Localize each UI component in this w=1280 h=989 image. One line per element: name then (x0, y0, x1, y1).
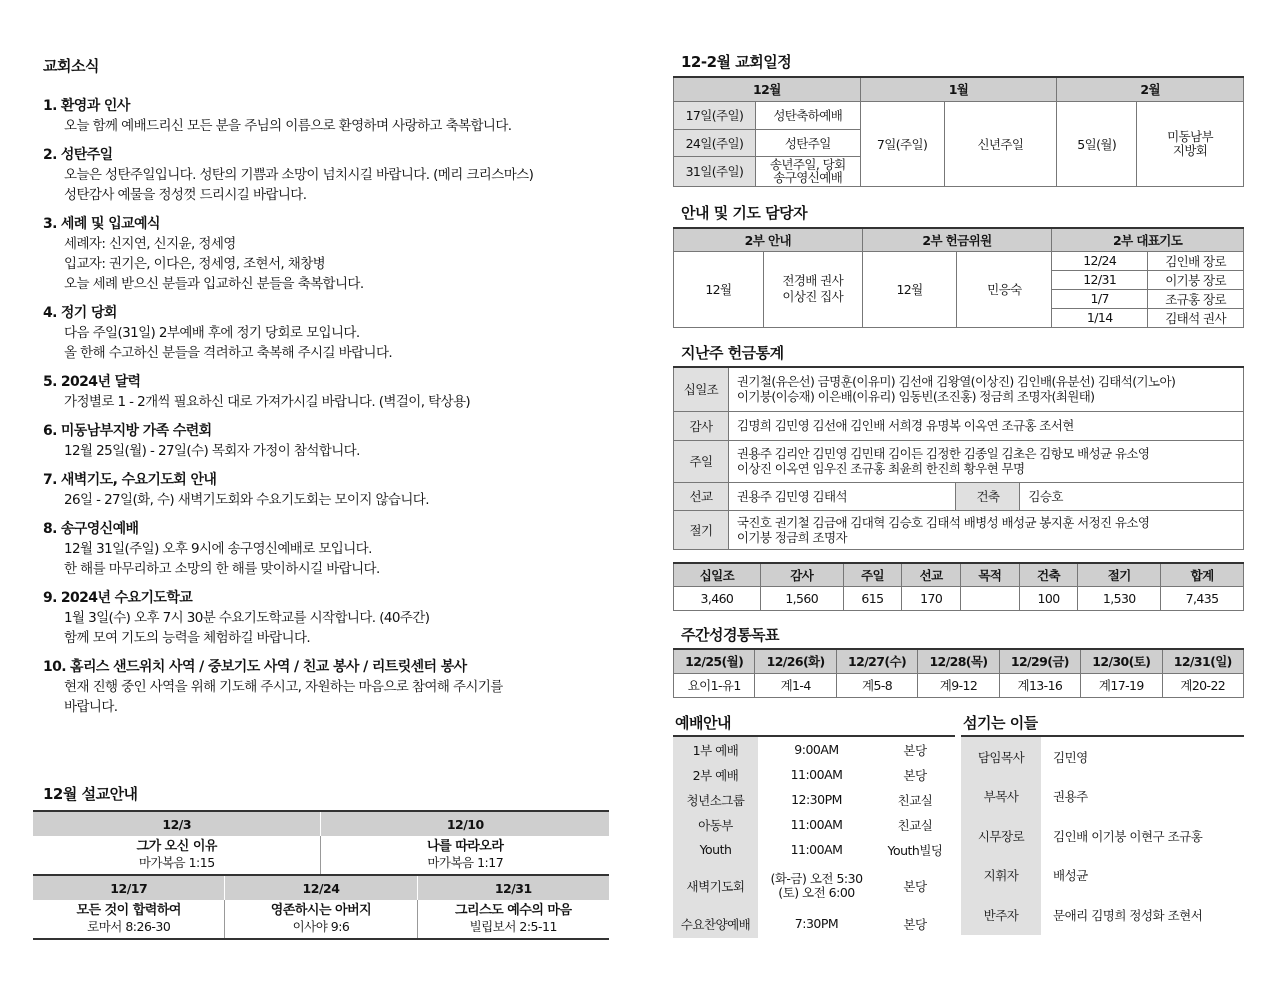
server-role: 지휘자 (961, 856, 1041, 896)
news-number: 10. (43, 659, 67, 675)
news-line: 가정별로 1 - 2개씩 필요하신 대로 가져가시길 바랍니다. (벽걸이, 탁상용) (64, 394, 471, 410)
news-heading (43, 96, 623, 116)
event-date: 24일(주일) (674, 129, 756, 156)
prayer-name: 조규홍 장로 (1148, 289, 1244, 308)
news-heading-text: 2024년 수요기도학교 (60, 590, 193, 606)
news-number: 6. (43, 423, 57, 439)
server-row (961, 737, 1244, 777)
totals-value: 1,530 (1078, 586, 1161, 610)
worship-time: 7:30PM (794, 916, 839, 931)
news-item (43, 657, 623, 717)
sermon-date: 12/17 (33, 875, 225, 900)
worship-name: 아동부 (673, 812, 758, 837)
season-names (728, 510, 1243, 549)
worship-place: 본당 (903, 742, 927, 758)
worship-place: 본당 (903, 917, 927, 932)
month-header: 2월 (1057, 77, 1244, 101)
news-line: 오늘은 성탄주일입니다. 성탄의 기쁨과 소망이 넘치시길 바랍니다. (메리 크리스마스) (64, 167, 534, 183)
news-line: 세례자: 신지연, 신지윤, 정세영 (64, 236, 236, 252)
news-heading-text: 성탄주일 (60, 147, 113, 163)
news-line: 26일 - 27일(화, 수) 새벽기도회와 수요기도회는 모이지 않습니다. (64, 492, 429, 508)
offering-table (673, 366, 1244, 550)
news-line: 한 해를 마무리하고 소망의 한 해를 맞이하시길 바랍니다. (64, 561, 380, 577)
schedule-table (673, 76, 1244, 187)
totals-value: 3,460 (674, 586, 761, 610)
reading-table (673, 648, 1244, 698)
worship-name: 1부 예배 (673, 737, 758, 762)
news-heading-text: 환영과 인사 (60, 98, 130, 114)
offering-month: 12월 (862, 251, 957, 327)
totals-header: 절기 (1078, 563, 1161, 586)
sermon-title-text: 영존하시는 아버지 (270, 903, 372, 918)
server-names: 김민영 (1053, 749, 1088, 765)
server-role: 반주자 (961, 895, 1041, 935)
news-item (43, 421, 623, 461)
worship-time: (화-금) 오전 5:30 (토) 오전 6:00 (770, 871, 863, 900)
sermon-title-text: 그리스도 예수의 마음 (454, 903, 572, 918)
news-line: 함께 모여 기도의 능력을 체험하길 바랍니다. (64, 630, 311, 646)
totals-value (960, 586, 1019, 610)
sermon-date: 12/3 (33, 811, 321, 836)
worship-name: 청년소그룹 (673, 787, 758, 812)
offering-person: 민응숙 (957, 251, 1052, 327)
server-role: 담임목사 (961, 737, 1041, 777)
sermon-cell (321, 836, 609, 875)
worship-name: 2부 예배 (673, 762, 758, 787)
sermon-cell (225, 900, 417, 939)
sermon-cell (417, 900, 609, 939)
offering-label: 건축 (956, 482, 1020, 510)
sermon-scripture: 이사야 9:6 (292, 919, 350, 934)
news-line: 12월 25일(월) - 27일(수) 목회자 가정이 참석합니다. (64, 443, 360, 459)
news-item (43, 145, 623, 205)
sermon-date: 12/31 (417, 875, 609, 900)
news-line: 올 한해 수고하신 분들을 격려하고 축복해 주시길 바랍니다. (64, 345, 393, 361)
news-number: 2. (43, 147, 57, 163)
month-header: 1월 (860, 77, 1057, 101)
worship-time: 11:00AM (790, 816, 843, 832)
offering-label: 절기 (674, 510, 729, 549)
news-heading-text: 송구영신예배 (60, 521, 139, 537)
worship-place: Youth빌딩 (887, 842, 943, 858)
offering-label: 주일 (674, 440, 729, 482)
servers-table (961, 737, 1244, 935)
totals-header: 합계 (1161, 563, 1244, 586)
reading-passage: 요이1-유1 (674, 673, 755, 697)
reading-day: 12/26(화) (755, 649, 836, 673)
sermon-cell (33, 836, 321, 875)
server-row (961, 816, 1244, 856)
news-line: 오늘 세례 받으신 분들과 입교하신 분들을 축복합니다. (64, 276, 364, 292)
guide-title: 안내 및 기도 담당자 (681, 204, 808, 222)
news-number: 9. (43, 590, 57, 606)
news-line: 입교자: 권기은, 이다은, 정세영, 조현서, 채창병 (64, 256, 326, 272)
news-heading-text: 세례 및 입교예식 (60, 216, 160, 232)
news-line: 다음 주일(31일) 2부예배 후에 정기 당회로 모입니다. (64, 325, 360, 341)
reading-day: 12/31(일) (1162, 649, 1243, 673)
prayer-date: 12/31 (1052, 270, 1148, 289)
news-heading-text: 2024년 달력 (60, 374, 141, 390)
usher-names: 전경배 권사 이상진 집사 (763, 251, 862, 327)
server-names: 배성균 (1053, 868, 1088, 884)
building-names: 김승호 (1020, 482, 1244, 510)
reading-passage: 계1-4 (755, 673, 836, 697)
news-heading (43, 145, 623, 165)
news-heading-text: 정기 당회 (60, 305, 117, 321)
sermon-scripture: 빌립보서 2:5-11 (469, 919, 557, 934)
event-name: 미동남부 지방회 (1137, 101, 1244, 186)
news-line: 오늘 함께 예배드리신 모든 분을 주님의 이름으로 환영하며 사랑하고 축복합니다. (64, 118, 512, 134)
reading-day: 12/29(금) (999, 649, 1080, 673)
worship-name: Youth (673, 837, 758, 862)
news-line: 1월 3일(수) 오후 7시 30분 수요기도학교를 시작합니다. (40주간) (64, 610, 430, 626)
event-date: 5일(월) (1057, 101, 1137, 186)
mission-names: 권용주 김민영 김태석 (728, 482, 956, 510)
totals-value: 170 (902, 586, 961, 610)
reading-passage: 계9-12 (918, 673, 999, 697)
news-line: 12월 31일(주일) 오후 9시에 송구영신예배로 모입니다. (64, 541, 372, 557)
sermon-title-text: 모든 것이 합력하여 (76, 903, 181, 918)
guide-table (673, 227, 1244, 328)
event-name: 성탄축하예배 (755, 101, 860, 129)
reading-day: 12/30(토) (1081, 649, 1162, 673)
event-name: 신년주일 (944, 101, 1057, 186)
news-heading (43, 372, 623, 392)
totals-value: 100 (1019, 586, 1078, 610)
reading-passage: 계13-16 (999, 673, 1080, 697)
reading-passage: 계5-8 (836, 673, 917, 697)
event-date: 7일(주일) (860, 101, 944, 186)
news-number: 4. (43, 305, 57, 321)
sermon-title: 12월 설교안내 (43, 785, 138, 803)
names-line: 국진호 권기철 김금애 김대혁 김승호 김태석 배병성 배성균 봉지훈 서정진 유소영 (736, 514, 1150, 530)
totals-header: 선교 (902, 563, 961, 586)
news-line: 바랍니다. (64, 699, 118, 715)
church-news-list (43, 96, 623, 717)
totals-value: 7,435 (1161, 586, 1244, 610)
server-row (961, 777, 1244, 817)
news-heading-text: 미동남부지방 가족 수련회 (60, 423, 212, 439)
news-number: 3. (43, 216, 57, 232)
worship-row (673, 762, 955, 787)
guide-header: 2부 대표기도 (1052, 228, 1244, 251)
worship-title: 예배안내 (675, 714, 731, 732)
worship-time: 11:00AM (790, 841, 843, 857)
event-date: 17일(주일) (674, 101, 756, 129)
server-names: 김인배 이기붕 이현구 조규홍 (1053, 828, 1203, 844)
sermon-title-text: 나를 따라오라 (427, 839, 504, 854)
worship-place: 친교실 (897, 817, 933, 833)
prayer-date: 12/24 (1052, 251, 1148, 270)
reading-title: 주간성경통독표 (681, 626, 779, 644)
news-heading-text: 홈리스 샌드위치 사역 / 중보기도 사역 / 친교 봉사 / 리트릿센터 봉사 (70, 659, 467, 675)
news-item (43, 214, 623, 294)
server-names: 권용주 (1053, 789, 1088, 805)
news-heading (43, 519, 623, 539)
month-header: 12월 (674, 77, 861, 101)
server-role: 시무장로 (961, 816, 1041, 856)
totals-value: 615 (843, 586, 902, 610)
sermon-title-text: 그가 오신 이유 (136, 839, 217, 854)
news-heading (43, 588, 623, 608)
totals-header: 목적 (960, 563, 1019, 586)
news-number: 8. (43, 521, 57, 537)
totals-header: 감사 (760, 563, 843, 586)
reading-passage: 계20-22 (1162, 673, 1243, 697)
names-line: 이기붕 정금희 조명자 (736, 529, 847, 545)
server-row (961, 856, 1244, 896)
worship-row (673, 812, 955, 837)
news-number: 7. (43, 472, 57, 488)
server-row (961, 895, 1244, 935)
event-date: 31일(주일) (674, 156, 756, 186)
church-news (43, 55, 623, 726)
totals-value: 1,560 (760, 586, 843, 610)
names-line: 권용주 김리안 김민영 김민태 김이든 김정한 김종일 김초은 김항모 배성균 유소영 (736, 446, 1150, 461)
prayer-name: 이기붕 장로 (1148, 270, 1244, 289)
sermon-scripture: 마가복음 1:15 (138, 855, 215, 870)
sermon-date: 12/10 (321, 811, 609, 836)
news-heading (43, 214, 623, 234)
news-item (43, 372, 623, 412)
guide-header: 2부 안내 (674, 228, 863, 251)
news-item (43, 470, 623, 510)
servers-title: 섬기는 이들 (963, 714, 1038, 732)
sermon-scripture: 마가복음 1:17 (427, 855, 504, 870)
news-heading (43, 303, 623, 323)
worship-table (673, 737, 955, 938)
prayer-name: 김인배 장로 (1148, 251, 1244, 270)
names-line: 권기철(유은선) 금명훈(이유미) 김선애 김왕열(이상진) 김인배(유분선) 김태석(기노아) (736, 374, 1176, 390)
sermon-scripture: 로마서 8:26-30 (87, 919, 171, 934)
sermon-table (33, 810, 609, 940)
totals-header: 건축 (1019, 563, 1078, 586)
schedule-title: 12-2월 교회일정 (681, 53, 792, 71)
sermon-date: 12/24 (225, 875, 417, 900)
worship-row (673, 837, 955, 862)
news-heading (43, 421, 623, 441)
offering-label: 선교 (674, 482, 729, 510)
reading-day: 12/28(목) (918, 649, 999, 673)
church-news-title: 교회소식 (43, 57, 99, 75)
worship-name: 수요찬양예배 (673, 910, 758, 938)
reading-passage: 계17-19 (1081, 673, 1162, 697)
news-item (43, 96, 623, 136)
worship-time: 9:00AM (794, 741, 839, 757)
worship-row (673, 787, 955, 812)
news-item (43, 519, 623, 579)
prayer-date: 1/7 (1052, 289, 1148, 308)
names-line: 이상진 이옥연 임우진 조규홍 최윤희 한진희 황우현 무명 (736, 461, 1025, 476)
worship-place: 친교실 (897, 792, 933, 808)
totals-header: 주일 (843, 563, 902, 586)
worship-row (673, 862, 955, 910)
prayer-date: 1/14 (1052, 308, 1148, 327)
totals-header: 십일조 (674, 563, 761, 586)
worship-row (673, 737, 955, 762)
offering-label: 십일조 (674, 367, 729, 411)
server-names: 문애리 김명희 정성화 조현서 (1053, 907, 1203, 923)
worship-name: 새벽기도회 (673, 862, 758, 910)
sunday-names (728, 440, 1243, 482)
news-heading (43, 470, 623, 490)
usher-month: 12월 (674, 251, 764, 327)
reading-day: 12/27(수) (836, 649, 917, 673)
offering-totals-table (673, 562, 1244, 611)
offering-title: 지난주 헌금통계 (681, 344, 784, 362)
news-line: 성탄감사 예물을 정성껏 드리시길 바랍니다. (64, 187, 307, 203)
worship-time: 12:30PM (791, 791, 842, 807)
worship-row (673, 910, 955, 938)
worship-time: 11:00AM (790, 766, 843, 782)
news-heading-text: 새벽기도, 수요기도회 안내 (60, 472, 217, 488)
event-name: 송년주일, 당회 송구영신예배 (755, 156, 860, 186)
reading-day: 12/25(월) (674, 649, 755, 673)
worship-place: 본당 (903, 879, 927, 894)
news-number: 1. (43, 98, 57, 114)
news-line: 현재 진행 중인 사역을 위해 기도해 주시고, 자원하는 마음으로 참여해 주시기를 (64, 679, 503, 695)
tithe-names (728, 367, 1243, 411)
news-heading (43, 657, 623, 677)
server-role: 부목사 (961, 777, 1041, 817)
news-number: 5. (43, 374, 57, 390)
offering-label: 감사 (674, 411, 729, 440)
prayer-name: 김태석 권사 (1148, 308, 1244, 327)
sermon-cell (33, 900, 225, 939)
event-name: 성탄주일 (755, 129, 860, 156)
news-item (43, 303, 623, 363)
thanks-names: 김명희 김민영 김선애 김인배 서희경 유명복 이옥연 조규홍 조서현 (728, 411, 1243, 440)
worship-place: 본당 (903, 767, 927, 783)
names-line: 이기붕(이승재) 이은배(이유리) 임동빈(조진홍) 정금희 조명자(최원태) (736, 389, 1095, 405)
guide-header: 2부 헌금위원 (862, 228, 1052, 251)
news-item (43, 588, 623, 648)
